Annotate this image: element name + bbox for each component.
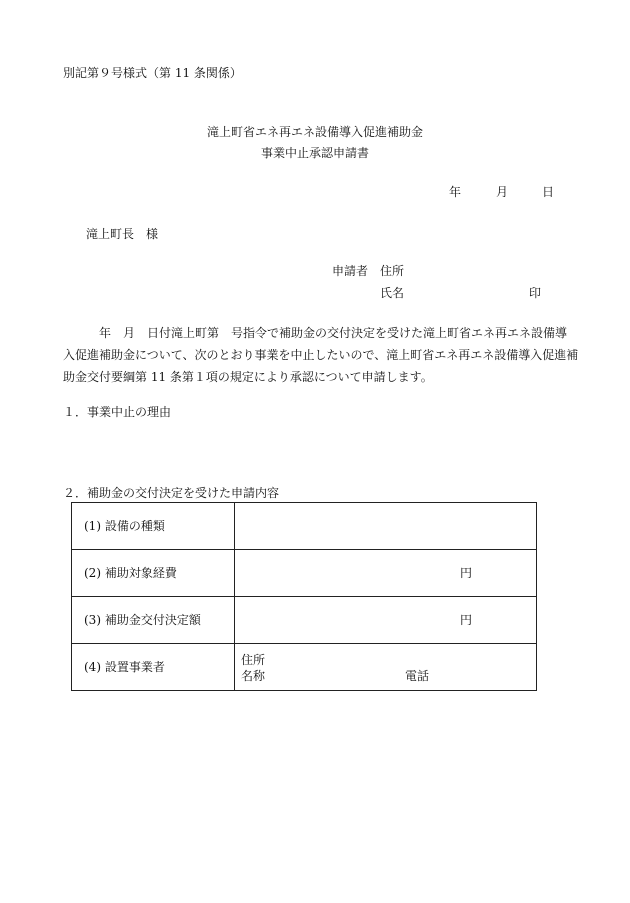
row-label-eligible-cost: (2) 補助対象経費 <box>72 550 235 597</box>
seal-mark: 印 <box>529 286 542 300</box>
addressee: 滝上町長 様 <box>86 227 159 241</box>
applicant-address-label: 住所 <box>380 264 405 278</box>
table-row <box>72 644 537 691</box>
application-details-table <box>71 502 537 691</box>
table-row <box>72 597 537 644</box>
row-label-equipment-type: (1) 設備の種類 <box>72 503 235 550</box>
date-month-label: 月 <box>496 185 509 199</box>
body-line: 入促進補助金について、次のとおり事業を中止したいので、滝上町省エネ再エネ設備導入促進補 <box>63 348 579 362</box>
applicant-label: 申請者 <box>332 264 369 278</box>
table-row <box>72 503 537 550</box>
installer-address-label: 住所 <box>241 653 266 667</box>
application-body-text <box>63 322 579 388</box>
date-day-label: 日 <box>542 185 555 199</box>
table-row <box>72 550 537 597</box>
equipment-type-field[interactable] <box>235 503 537 550</box>
row-label-grant-amount: (3) 補助金交付決定額 <box>72 597 235 644</box>
installer-field[interactable] <box>235 644 537 691</box>
applicant-name-label: 氏名 <box>380 286 405 300</box>
installer-phone-label: 電話 <box>405 669 430 683</box>
grant-amount-field[interactable] <box>235 597 537 644</box>
document-title: 滝上町省エネ再エネ設備導入促進補助金 <box>206 125 423 139</box>
document-subtitle: 事業中止承認申請書 <box>260 146 369 160</box>
row-label-installer: (4) 設置事業者 <box>72 644 235 691</box>
section-heading-cancellation-reason: １．事業中止の理由 <box>63 405 172 419</box>
yen-unit: 円 <box>459 565 472 580</box>
form-number: 別記第９号様式（第 11 条関係） <box>63 66 242 80</box>
yen-unit: 円 <box>459 612 472 627</box>
section-heading-application-details: ２．補助金の交付決定を受けた申請内容 <box>63 486 280 500</box>
body-line: 助金交付要綱第 11 条第１項の規定により承認について申請します。 <box>63 370 433 384</box>
eligible-cost-field[interactable] <box>235 550 537 597</box>
installer-name-label: 名称 <box>241 669 266 683</box>
body-line: 年 月 日付滝上町第 号指令で補助金の交付決定を受けた滝上町省エネ再エネ設備導 <box>63 326 568 340</box>
date-year-label: 年 <box>449 185 462 199</box>
